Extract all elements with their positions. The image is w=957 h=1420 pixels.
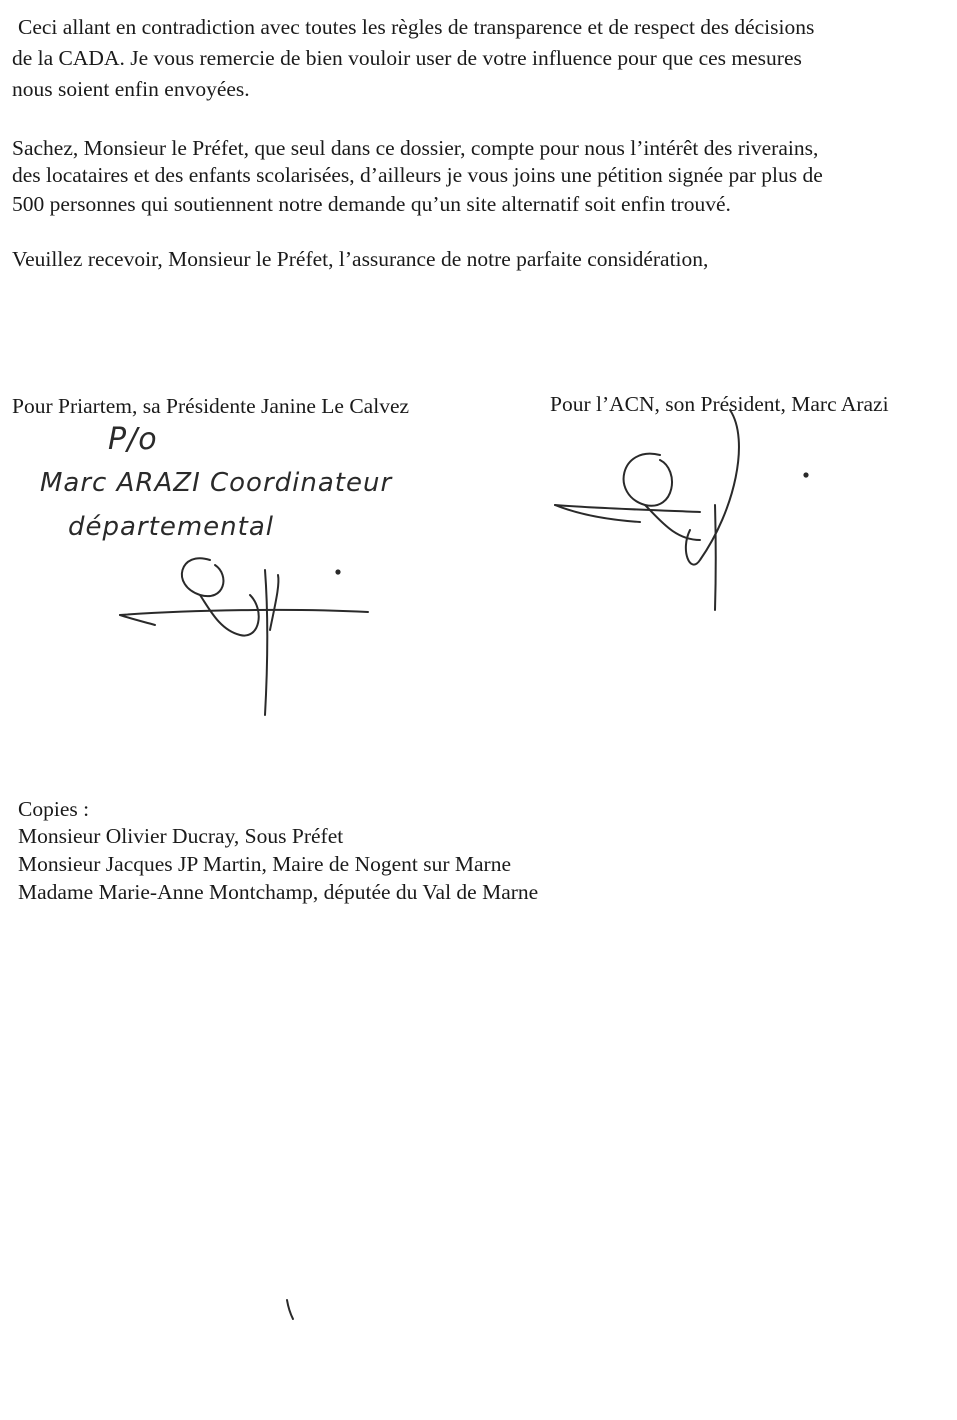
handwritten-title: départemental [68,512,274,542]
copy-recipient-3: Madame Marie-Anne Montchamp, députée du Val de Marne [18,880,539,904]
paragraph-2-line-3: 500 personnes qui soutiennent notre demande qu’un site alternatif soit enfin trouvé. [12,192,731,216]
pen-mark [284,1298,296,1322]
handwritten-name: Marc ARAZI Coordinateur [40,468,393,498]
paragraph-1-line-3: nous soient enfin envoyées. [12,77,250,101]
closing-line: Veuillez recevoir, Monsieur le Préfet, l’assurance de notre parfaite considération, [12,247,709,271]
paragraph-2-line-2: des locataires et des enfants scolarisées, d’ailleurs je vous joins une pétition signée par plus de [12,163,823,187]
paragraph-1-line-1: Ceci allant en contradiction avec toutes les règles de transparence et de respect des décisions [18,15,815,39]
copy-recipient-2: Monsieur Jacques JP Martin, Maire de Nogent sur Marne [18,852,511,876]
paragraph-1-line-2: de la CADA. Je vous remercie de bien vouloir user de votre influence pour que ces mesures [12,46,802,70]
paragraph-2-line-1: Sachez, Monsieur le Préfet, que seul dans ce dossier, compte pour nous l’intérêt des riverains, [12,136,819,160]
right-signatory-label: Pour l’ACN, son Président, Marc Arazi [550,392,889,416]
left-signature [110,540,380,720]
handwritten-po: P/o [108,422,158,457]
left-signatory-label: Pour Priartem, sa Présidente Janine Le Calvez [12,394,410,418]
copies-heading: Copies : [18,797,90,821]
right-signature [550,400,820,620]
copy-recipient-1: Monsieur Olivier Ducray, Sous Préfet [18,824,344,848]
